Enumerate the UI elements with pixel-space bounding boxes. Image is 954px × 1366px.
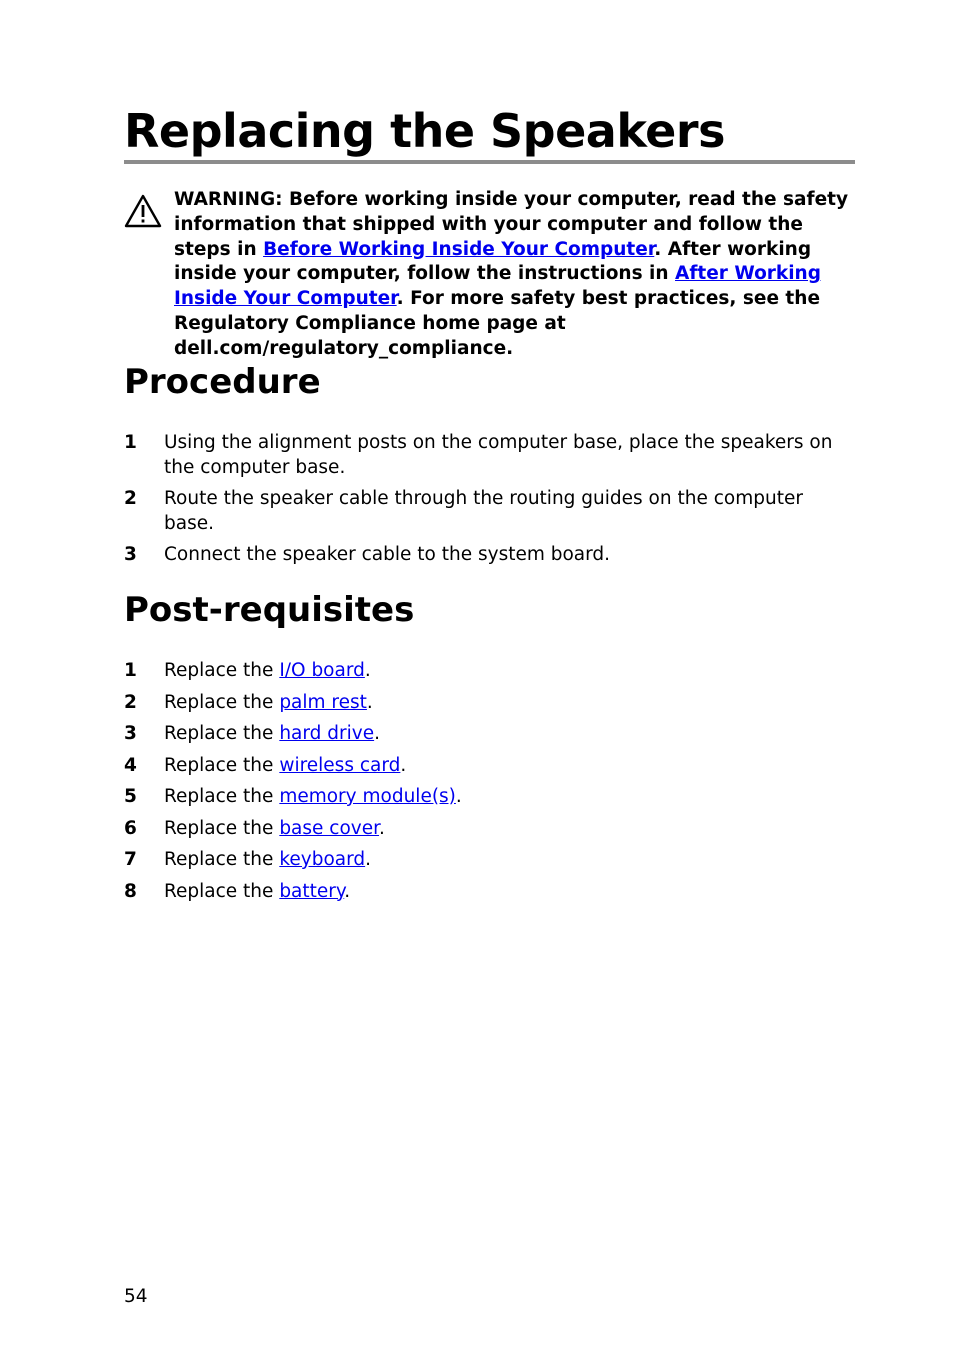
- step-prefix: Replace the: [164, 754, 280, 776]
- warning-text-part-2: . After working inside your computer, follow the instructions in: [174, 238, 812, 285]
- palm-rest-link[interactable]: palm rest: [279, 691, 367, 713]
- warning-text-part-1: WARNING: Before working inside your computer, read the safety information that shipped with your computer and follow the steps in: [174, 189, 849, 260]
- step-suffix: .: [366, 691, 373, 713]
- battery-link[interactable]: battery: [279, 880, 345, 902]
- step-number: 1: [124, 660, 137, 681]
- procedure-step: [124, 486, 855, 536]
- page-title: Replacing the Speakers: [124, 104, 725, 158]
- after-working-link[interactable]: After Working Inside Your Computer: [174, 263, 821, 310]
- step-suffix: .: [455, 786, 462, 807]
- procedure-step: [124, 542, 855, 567]
- base-cover-link[interactable]: base cover: [279, 817, 380, 839]
- step-number: 3: [124, 544, 137, 565]
- step-number: 7: [124, 849, 137, 870]
- step-prefix: Replace the: [164, 723, 280, 744]
- title-divider: [124, 160, 855, 164]
- step-suffix: .: [379, 817, 385, 839]
- step-text: Route the speaker cable through the routing guides on the computer base.: [164, 488, 803, 534]
- keyboard-link[interactable]: keyboard: [279, 849, 366, 870]
- step-suffix: .: [344, 880, 351, 902]
- step-number: 2: [124, 691, 137, 713]
- post-requisites-list: [124, 658, 855, 910]
- post-step: [124, 847, 855, 872]
- procedure-step: [124, 430, 855, 480]
- post-requisites-heading: Post-requisites: [124, 590, 415, 630]
- post-step: [124, 879, 855, 904]
- warning-text-part-3: . For more safety best practices, see the Regulatory Compliance home page at dell.com/regulatory_compliance.: [174, 288, 820, 359]
- step-prefix: Replace the: [164, 880, 280, 902]
- step-number: 2: [124, 488, 137, 509]
- step-suffix: .: [364, 660, 371, 681]
- before-working-link[interactable]: Before Working Inside Your Computer: [263, 238, 655, 260]
- step-text: Using the alignment posts on the computer base, place the speakers on the computer base.: [164, 432, 833, 478]
- step-prefix: Replace the: [164, 691, 280, 713]
- step-suffix: .: [374, 723, 380, 744]
- io-board-link[interactable]: I/O board: [279, 660, 365, 681]
- post-step: [124, 753, 855, 778]
- step-text: Connect the speaker cable to the system board.: [164, 544, 611, 565]
- step-number: 3: [124, 723, 137, 744]
- procedure-list: [124, 430, 855, 573]
- post-step: [124, 784, 855, 809]
- step-number: 4: [124, 754, 137, 776]
- wireless-card-link[interactable]: wireless card: [279, 754, 401, 776]
- post-step: [124, 690, 855, 715]
- step-prefix: Replace the: [164, 817, 280, 839]
- warning-triangle-icon: [124, 194, 162, 228]
- warning-text: [174, 188, 854, 362]
- step-number: 1: [124, 432, 137, 453]
- step-suffix: .: [365, 849, 372, 870]
- step-suffix: .: [400, 754, 407, 776]
- post-step: [124, 816, 855, 841]
- step-number: 8: [124, 880, 137, 902]
- memory-modules-link[interactable]: memory module(s): [279, 786, 456, 807]
- hard-drive-link[interactable]: hard drive: [279, 723, 375, 744]
- post-step: [124, 658, 855, 683]
- page-number: 54: [124, 1286, 148, 1307]
- step-number: 5: [124, 786, 137, 807]
- procedure-heading: Procedure: [124, 362, 321, 402]
- post-step: [124, 721, 855, 746]
- step-prefix: Replace the: [164, 849, 280, 870]
- step-prefix: Replace the: [164, 786, 280, 807]
- step-prefix: Replace the: [164, 660, 280, 681]
- step-number: 6: [124, 817, 137, 839]
